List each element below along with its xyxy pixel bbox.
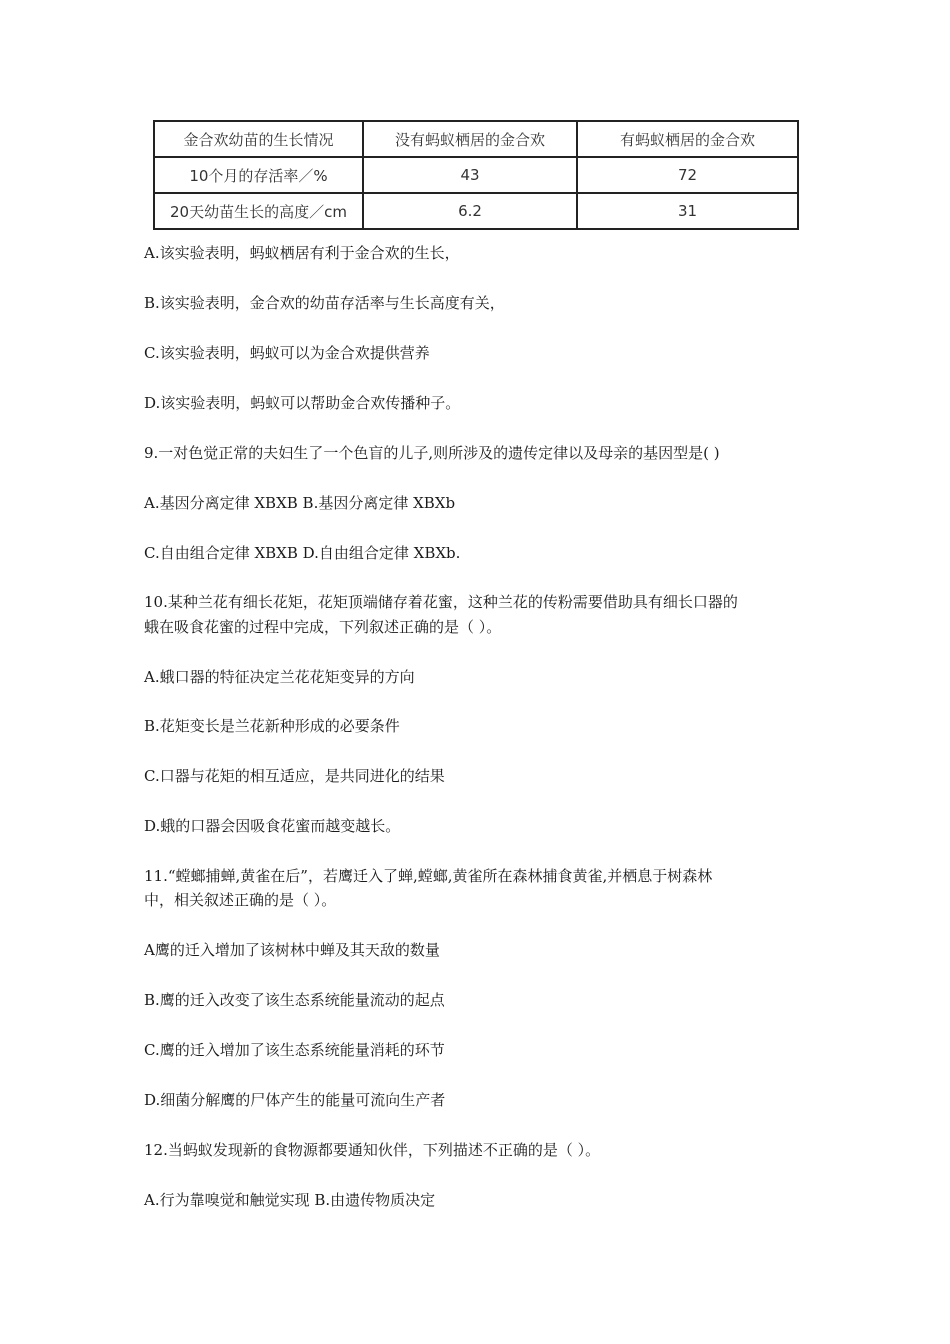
table-header-cell: 金合欢幼苗的生长情况 — [154, 121, 363, 157]
table-row — [154, 157, 798, 193]
table-cell: 43 — [363, 157, 577, 193]
question-line: 10.某种兰花有细长花矩，花矩顶端储存着花蜜，这种兰花的传粉需要借助具有细长口器的 — [144, 593, 738, 611]
table-cell: 72 — [577, 157, 798, 193]
option-line: C.口器与花矩的相互适应，是共同进化的结果 — [144, 767, 445, 785]
option-line: B.花矩变长是兰花新种形成的必要条件 — [144, 717, 400, 735]
option-line: D.细菌分解鹰的尸体产生的能量可流向生产者 — [144, 1091, 446, 1109]
option-line: A.行为靠嗅觉和触觉实现 B.由遗传物质决定 — [144, 1191, 436, 1209]
option-line: D.该实验表明，蚂蚁可以帮助金合欢传播种子。 — [144, 394, 461, 412]
option-line: C.自由组合定律 XBXB D.自由组合定律 XBXb. — [144, 544, 461, 562]
table-cell: 20天幼苗生长的高度／cm — [154, 193, 363, 229]
option-line: A.该实验表明，蚂蚁栖居有利于金合欢的生长， — [144, 244, 460, 262]
option-line: A.蛾口器的特征决定兰花花矩变异的方向 — [144, 668, 415, 686]
table-header-cell: 没有蚂蚁栖居的金合欢 — [363, 121, 577, 157]
question-line: 9.一对色觉正常的夫妇生了一个色盲的儿子,则所涉及的遗传定律以及母亲的基因型是( ) — [144, 444, 720, 462]
option-line: C.该实验表明，蚂蚁可以为金合欢提供营养 — [144, 344, 430, 362]
option-line: A鹰的迁入增加了该树林中蝉及其天敌的数量 — [144, 941, 440, 959]
option-line: D.蛾的口器会因吸食花蜜而越变越长。 — [144, 817, 401, 835]
table-header-row — [154, 121, 798, 157]
table-cell: 6.2 — [363, 193, 577, 229]
option-line: C.鹰的迁入增加了该生态系统能量消耗的环节 — [144, 1041, 445, 1059]
table-cell: 31 — [577, 193, 798, 229]
question-line: 11.“螳螂捕蝉,黄雀在后”，若鹰迁入了蝉,螳螂,黄雀所在森林捕食黄雀,并栖息于树森林 — [144, 867, 713, 885]
ant-acacia-table — [153, 120, 799, 230]
question-line: 12.当蚂蚁发现新的食物源都要通知伙伴，下列描述不正确的是（ ）。 — [144, 1141, 601, 1159]
question-line: 蛾在吸食花蜜的过程中完成，下列叙述正确的是（ ）。 — [144, 618, 502, 636]
table-row — [154, 193, 798, 229]
table-header-cell: 有蚂蚁栖居的金合欢 — [577, 121, 798, 157]
table-cell: 10个月的存活率／% — [154, 157, 363, 193]
option-line: B.鹰的迁入改变了该生态系统能量流动的起点 — [144, 991, 445, 1009]
question-line: 中，相关叙述正确的是（ ）。 — [144, 891, 337, 909]
option-line: B.该实验表明，金合欢的幼苗存活率与生长高度有关， — [144, 294, 505, 312]
option-line: A.基因分离定律 XBXB B.基因分离定律 XBXb — [144, 494, 456, 512]
